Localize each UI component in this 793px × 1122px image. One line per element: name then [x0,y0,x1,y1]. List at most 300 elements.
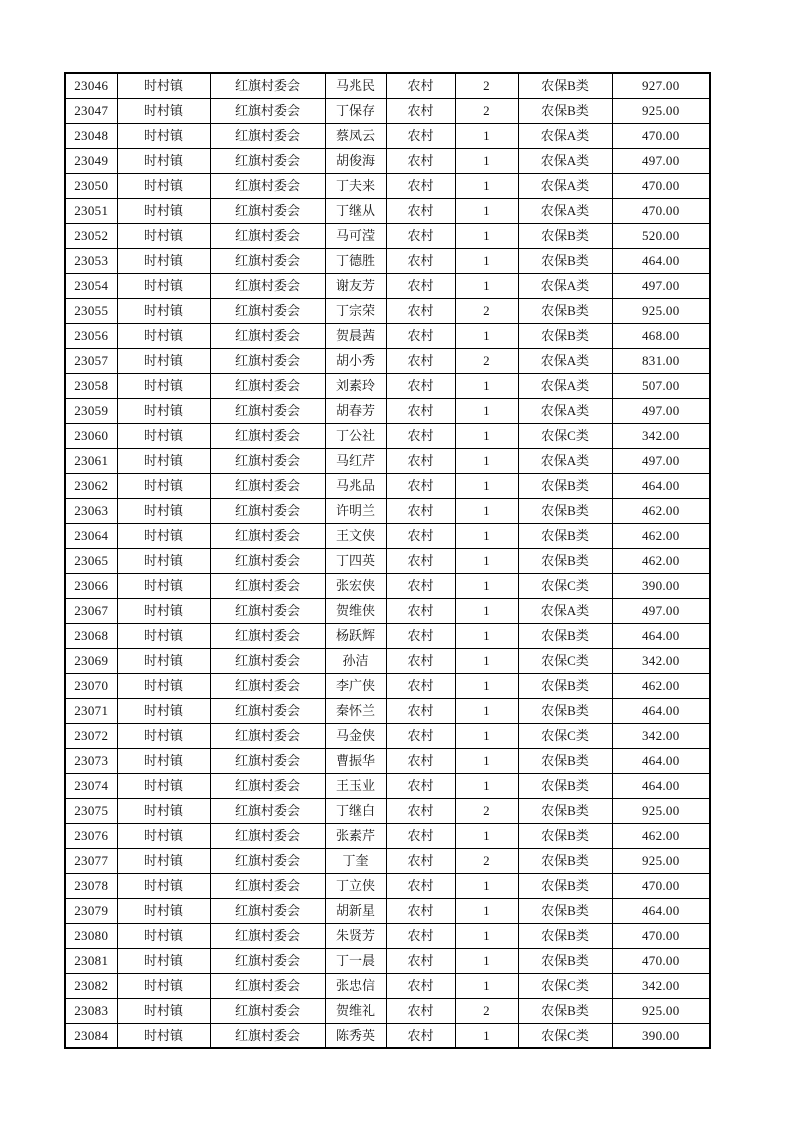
serial-number-cell: 23084 [65,1023,117,1048]
household-type-cell: 农村 [386,523,455,548]
insurance-category-cell: 农保A类 [518,398,612,423]
person-count-cell: 2 [455,798,518,823]
amount-cell: 520.00 [612,223,710,248]
insurance-category-cell: 农保B类 [518,873,612,898]
amount-cell: 927.00 [612,73,710,98]
household-type-cell: 农村 [386,298,455,323]
table-row [65,273,710,298]
village-committee-cell: 红旗村委会 [210,748,325,773]
person-name-cell: 丁立侠 [325,873,386,898]
table-row [65,373,710,398]
town-cell: 时村镇 [117,448,210,473]
person-name-cell: 陈秀英 [325,1023,386,1048]
household-type-cell: 农村 [386,998,455,1023]
table-row [65,1023,710,1048]
person-name-cell: 马兆品 [325,473,386,498]
amount-cell: 497.00 [612,148,710,173]
table-row [65,998,710,1023]
person-count-cell: 1 [455,548,518,573]
person-name-cell: 王玉业 [325,773,386,798]
village-committee-cell: 红旗村委会 [210,298,325,323]
village-committee-cell: 红旗村委会 [210,548,325,573]
person-name-cell: 丁奎 [325,848,386,873]
serial-number-cell: 23062 [65,473,117,498]
table-row [65,323,710,348]
amount-cell: 464.00 [612,698,710,723]
village-committee-cell: 红旗村委会 [210,998,325,1023]
village-committee-cell: 红旗村委会 [210,473,325,498]
insurance-category-cell: 农保B类 [518,673,612,698]
person-count-cell: 1 [455,648,518,673]
person-name-cell: 丁保存 [325,98,386,123]
town-cell: 时村镇 [117,1023,210,1048]
village-committee-cell: 红旗村委会 [210,98,325,123]
person-name-cell: 丁德胜 [325,248,386,273]
serial-number-cell: 23083 [65,998,117,1023]
amount-cell: 390.00 [612,1023,710,1048]
serial-number-cell: 23052 [65,223,117,248]
serial-number-cell: 23051 [65,198,117,223]
table-row [65,648,710,673]
village-committee-cell: 红旗村委会 [210,798,325,823]
person-count-cell: 2 [455,348,518,373]
household-type-cell: 农村 [386,923,455,948]
person-count-cell: 1 [455,673,518,698]
person-name-cell: 孙洁 [325,648,386,673]
insurance-category-cell: 农保A类 [518,348,612,373]
table-row [65,923,710,948]
person-name-cell: 贺维礼 [325,998,386,1023]
person-name-cell: 张宏侠 [325,573,386,598]
household-type-cell: 农村 [386,148,455,173]
serial-number-cell: 23074 [65,773,117,798]
person-count-cell: 1 [455,223,518,248]
person-name-cell: 胡新星 [325,898,386,923]
insurance-category-cell: 农保B类 [518,948,612,973]
amount-cell: 462.00 [612,673,710,698]
person-count-cell: 1 [455,198,518,223]
table-row [65,848,710,873]
village-committee-cell: 红旗村委会 [210,598,325,623]
person-name-cell: 丁公社 [325,423,386,448]
table-row [65,223,710,248]
household-type-cell: 农村 [386,748,455,773]
household-type-cell: 农村 [386,873,455,898]
table-row [65,498,710,523]
person-name-cell: 朱贤芳 [325,923,386,948]
person-name-cell: 丁继白 [325,798,386,823]
insurance-category-cell: 农保A类 [518,173,612,198]
household-type-cell: 农村 [386,898,455,923]
amount-cell: 342.00 [612,723,710,748]
table-row [65,948,710,973]
person-name-cell: 马兆民 [325,73,386,98]
person-count-cell: 2 [455,998,518,1023]
table-row [65,248,710,273]
town-cell: 时村镇 [117,498,210,523]
town-cell: 时村镇 [117,698,210,723]
person-name-cell: 丁夫来 [325,173,386,198]
household-type-cell: 农村 [386,573,455,598]
table-row [65,448,710,473]
insurance-category-cell: 农保C类 [518,573,612,598]
household-type-cell: 农村 [386,423,455,448]
amount-cell: 464.00 [612,898,710,923]
person-count-cell: 1 [455,323,518,348]
household-type-cell: 农村 [386,323,455,348]
serial-number-cell: 23066 [65,573,117,598]
person-count-cell: 1 [455,448,518,473]
person-count-cell: 1 [455,273,518,298]
household-type-cell: 农村 [386,73,455,98]
town-cell: 时村镇 [117,73,210,98]
serial-number-cell: 23081 [65,948,117,973]
town-cell: 时村镇 [117,548,210,573]
amount-cell: 470.00 [612,948,710,973]
town-cell: 时村镇 [117,623,210,648]
amount-cell: 470.00 [612,923,710,948]
serial-number-cell: 23065 [65,548,117,573]
table-row [65,173,710,198]
village-committee-cell: 红旗村委会 [210,373,325,398]
town-cell: 时村镇 [117,348,210,373]
person-count-cell: 2 [455,73,518,98]
household-type-cell: 农村 [386,498,455,523]
household-type-cell: 农村 [386,798,455,823]
insurance-category-cell: 农保B类 [518,798,612,823]
person-count-cell: 2 [455,848,518,873]
serial-number-cell: 23077 [65,848,117,873]
insurance-category-cell: 农保B类 [518,848,612,873]
person-count-cell: 1 [455,173,518,198]
town-cell: 时村镇 [117,198,210,223]
household-type-cell: 农村 [386,473,455,498]
person-count-cell: 1 [455,498,518,523]
town-cell: 时村镇 [117,723,210,748]
town-cell: 时村镇 [117,98,210,123]
town-cell: 时村镇 [117,998,210,1023]
serial-number-cell: 23064 [65,523,117,548]
insurance-category-cell: 农保B类 [518,498,612,523]
person-count-cell: 1 [455,123,518,148]
table-row [65,298,710,323]
table-row [65,673,710,698]
person-count-cell: 1 [455,598,518,623]
village-committee-cell: 红旗村委会 [210,273,325,298]
household-type-cell: 农村 [386,348,455,373]
household-type-cell: 农村 [386,548,455,573]
insurance-category-cell: 农保B类 [518,298,612,323]
household-type-cell: 农村 [386,673,455,698]
household-type-cell: 农村 [386,98,455,123]
serial-number-cell: 23053 [65,248,117,273]
insurance-category-cell: 农保B类 [518,473,612,498]
household-type-cell: 农村 [386,373,455,398]
serial-number-cell: 23069 [65,648,117,673]
town-cell: 时村镇 [117,748,210,773]
person-name-cell: 杨跃辉 [325,623,386,648]
amount-cell: 925.00 [612,298,710,323]
table-row [65,698,710,723]
town-cell: 时村镇 [117,373,210,398]
person-name-cell: 马金侠 [325,723,386,748]
person-name-cell: 曹振华 [325,748,386,773]
village-committee-cell: 红旗村委会 [210,973,325,998]
table-row [65,348,710,373]
table-row [65,123,710,148]
insurance-category-cell: 农保A类 [518,448,612,473]
village-committee-cell: 红旗村委会 [210,498,325,523]
village-committee-cell: 红旗村委会 [210,848,325,873]
town-cell: 时村镇 [117,648,210,673]
village-committee-cell: 红旗村委会 [210,73,325,98]
serial-number-cell: 23060 [65,423,117,448]
pension-roster-table-body [65,73,710,1048]
insurance-category-cell: 农保B类 [518,998,612,1023]
insurance-category-cell: 农保C类 [518,648,612,673]
household-type-cell: 农村 [386,848,455,873]
person-count-cell: 1 [455,773,518,798]
amount-cell: 925.00 [612,98,710,123]
insurance-category-cell: 农保A类 [518,148,612,173]
household-type-cell: 农村 [386,948,455,973]
table-row [65,198,710,223]
amount-cell: 470.00 [612,123,710,148]
town-cell: 时村镇 [117,273,210,298]
town-cell: 时村镇 [117,948,210,973]
village-committee-cell: 红旗村委会 [210,198,325,223]
person-name-cell: 贺维侠 [325,598,386,623]
household-type-cell: 农村 [386,973,455,998]
table-row [65,798,710,823]
insurance-category-cell: 农保A类 [518,123,612,148]
amount-cell: 464.00 [612,773,710,798]
town-cell: 时村镇 [117,223,210,248]
amount-cell: 342.00 [612,423,710,448]
serial-number-cell: 23058 [65,373,117,398]
insurance-category-cell: 农保B类 [518,248,612,273]
village-committee-cell: 红旗村委会 [210,1023,325,1048]
table-row [65,898,710,923]
serial-number-cell: 23063 [65,498,117,523]
serial-number-cell: 23072 [65,723,117,748]
serial-number-cell: 23055 [65,298,117,323]
table-row [65,148,710,173]
person-count-cell: 1 [455,873,518,898]
village-committee-cell: 红旗村委会 [210,123,325,148]
village-committee-cell: 红旗村委会 [210,923,325,948]
person-count-cell: 1 [455,573,518,598]
person-count-cell: 1 [455,1023,518,1048]
insurance-category-cell: 农保B类 [518,98,612,123]
amount-cell: 462.00 [612,548,710,573]
village-committee-cell: 红旗村委会 [210,448,325,473]
person-count-cell: 1 [455,748,518,773]
person-name-cell: 丁四英 [325,548,386,573]
amount-cell: 464.00 [612,473,710,498]
table-row [65,473,710,498]
household-type-cell: 农村 [386,223,455,248]
serial-number-cell: 23076 [65,823,117,848]
person-name-cell: 丁一晨 [325,948,386,973]
household-type-cell: 农村 [386,723,455,748]
insurance-category-cell: 农保B类 [518,223,612,248]
insurance-category-cell: 农保B类 [518,73,612,98]
serial-number-cell: 23059 [65,398,117,423]
village-committee-cell: 红旗村委会 [210,523,325,548]
insurance-category-cell: 农保A类 [518,198,612,223]
serial-number-cell: 23047 [65,98,117,123]
serial-number-cell: 23073 [65,748,117,773]
amount-cell: 342.00 [612,648,710,673]
person-name-cell: 刘素玲 [325,373,386,398]
town-cell: 时村镇 [117,823,210,848]
village-committee-cell: 红旗村委会 [210,398,325,423]
person-name-cell: 胡俊海 [325,148,386,173]
town-cell: 时村镇 [117,148,210,173]
serial-number-cell: 23049 [65,148,117,173]
household-type-cell: 农村 [386,623,455,648]
person-name-cell: 丁继从 [325,198,386,223]
town-cell: 时村镇 [117,173,210,198]
person-name-cell: 丁宗荣 [325,298,386,323]
village-committee-cell: 红旗村委会 [210,323,325,348]
person-count-cell: 1 [455,898,518,923]
household-type-cell: 农村 [386,648,455,673]
insurance-category-cell: 农保A类 [518,373,612,398]
village-committee-cell: 红旗村委会 [210,898,325,923]
village-committee-cell: 红旗村委会 [210,148,325,173]
town-cell: 时村镇 [117,298,210,323]
insurance-category-cell: 农保A类 [518,273,612,298]
amount-cell: 497.00 [612,448,710,473]
town-cell: 时村镇 [117,973,210,998]
amount-cell: 925.00 [612,848,710,873]
person-count-cell: 1 [455,148,518,173]
serial-number-cell: 23075 [65,798,117,823]
town-cell: 时村镇 [117,473,210,498]
table-row [65,623,710,648]
table-row [65,398,710,423]
village-committee-cell: 红旗村委会 [210,648,325,673]
person-name-cell: 马可滢 [325,223,386,248]
town-cell: 时村镇 [117,848,210,873]
household-type-cell: 农村 [386,398,455,423]
table-row [65,548,710,573]
table-row [65,823,710,848]
village-committee-cell: 红旗村委会 [210,423,325,448]
village-committee-cell: 红旗村委会 [210,223,325,248]
serial-number-cell: 23082 [65,973,117,998]
person-name-cell: 王文侠 [325,523,386,548]
village-committee-cell: 红旗村委会 [210,573,325,598]
amount-cell: 462.00 [612,823,710,848]
amount-cell: 925.00 [612,998,710,1023]
amount-cell: 831.00 [612,348,710,373]
town-cell: 时村镇 [117,423,210,448]
amount-cell: 462.00 [612,498,710,523]
town-cell: 时村镇 [117,598,210,623]
town-cell: 时村镇 [117,573,210,598]
amount-cell: 464.00 [612,623,710,648]
town-cell: 时村镇 [117,323,210,348]
insurance-category-cell: 农保C类 [518,973,612,998]
table-row [65,598,710,623]
table-row [65,523,710,548]
insurance-category-cell: 农保A类 [518,598,612,623]
person-count-cell: 1 [455,698,518,723]
serial-number-cell: 23048 [65,123,117,148]
serial-number-cell: 23070 [65,673,117,698]
person-count-cell: 1 [455,723,518,748]
household-type-cell: 农村 [386,598,455,623]
table-row [65,723,710,748]
insurance-category-cell: 农保C类 [518,1023,612,1048]
amount-cell: 497.00 [612,598,710,623]
person-count-cell: 1 [455,623,518,648]
person-name-cell: 胡小秀 [325,348,386,373]
village-committee-cell: 红旗村委会 [210,248,325,273]
village-committee-cell: 红旗村委会 [210,348,325,373]
amount-cell: 497.00 [612,273,710,298]
table-row [65,73,710,98]
person-count-cell: 1 [455,248,518,273]
person-count-cell: 2 [455,98,518,123]
person-name-cell: 蔡凤云 [325,123,386,148]
household-type-cell: 农村 [386,1023,455,1048]
town-cell: 时村镇 [117,123,210,148]
household-type-cell: 农村 [386,698,455,723]
village-committee-cell: 红旗村委会 [210,673,325,698]
amount-cell: 464.00 [612,248,710,273]
table-row [65,423,710,448]
serial-number-cell: 23078 [65,873,117,898]
serial-number-cell: 23068 [65,623,117,648]
insurance-category-cell: 农保C类 [518,423,612,448]
amount-cell: 464.00 [612,748,710,773]
serial-number-cell: 23079 [65,898,117,923]
village-committee-cell: 红旗村委会 [210,623,325,648]
village-committee-cell: 红旗村委会 [210,173,325,198]
town-cell: 时村镇 [117,673,210,698]
village-committee-cell: 红旗村委会 [210,823,325,848]
household-type-cell: 农村 [386,173,455,198]
town-cell: 时村镇 [117,773,210,798]
insurance-category-cell: 农保C类 [518,723,612,748]
amount-cell: 470.00 [612,198,710,223]
serial-number-cell: 23056 [65,323,117,348]
pension-roster-table [64,72,711,1049]
household-type-cell: 农村 [386,248,455,273]
town-cell: 时村镇 [117,523,210,548]
person-name-cell: 马红芹 [325,448,386,473]
person-name-cell: 张素芹 [325,823,386,848]
insurance-category-cell: 农保B类 [518,548,612,573]
household-type-cell: 农村 [386,123,455,148]
table-row [65,773,710,798]
amount-cell: 342.00 [612,973,710,998]
town-cell: 时村镇 [117,898,210,923]
household-type-cell: 农村 [386,198,455,223]
insurance-category-cell: 农保B类 [518,823,612,848]
person-name-cell: 许明兰 [325,498,386,523]
town-cell: 时村镇 [117,398,210,423]
amount-cell: 468.00 [612,323,710,348]
amount-cell: 925.00 [612,798,710,823]
person-name-cell: 谢友芳 [325,273,386,298]
table-row [65,873,710,898]
serial-number-cell: 23057 [65,348,117,373]
